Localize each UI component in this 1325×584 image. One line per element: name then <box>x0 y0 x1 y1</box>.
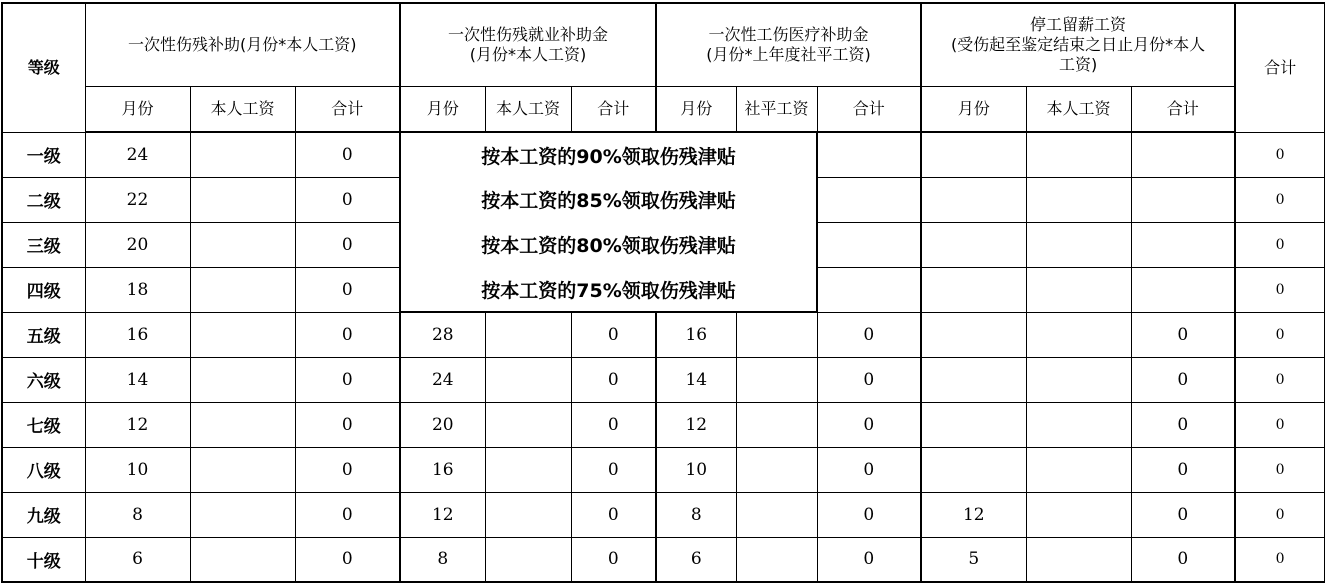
disability-month-cell: 10 <box>85 447 190 492</box>
grade-cell: 六级 <box>2 357 85 402</box>
employment-salary-cell <box>485 402 571 447</box>
suspension-salary-cell <box>1026 402 1131 447</box>
disability-month-cell: 20 <box>85 222 190 267</box>
grand-total-cell: 0 <box>1235 492 1325 537</box>
suspension-salary-cell <box>1026 132 1131 177</box>
suspension-sum-cell <box>1131 267 1235 312</box>
subheader-salary: 本人工资 <box>190 86 295 132</box>
grade-cell: 五级 <box>2 312 85 357</box>
suspension-month-cell: 5 <box>921 537 1026 582</box>
subheader-salary: 本人工资 <box>1026 86 1131 132</box>
table-row <box>2 312 1325 357</box>
employment-salary-cell <box>485 447 571 492</box>
employment-sum-cell: 0 <box>571 402 656 447</box>
grade-cell: 一级 <box>2 132 85 177</box>
disability-salary-cell <box>190 447 295 492</box>
grand-total-cell: 0 <box>1235 402 1325 447</box>
disability-allowance-note: 按本工资的80%领取伤残津贴 <box>400 222 817 267</box>
suspension-sum-cell: 0 <box>1131 357 1235 402</box>
disability-allowance-note: 按本工资的85%领取伤残津贴 <box>400 177 817 222</box>
suspension-salary-cell <box>1026 177 1131 222</box>
employment-sum-cell: 0 <box>571 492 656 537</box>
header-employment-subsidy <box>400 3 656 86</box>
subheader-sum: 合计 <box>295 86 400 132</box>
medical-sum-cell: 0 <box>817 312 921 357</box>
suspension-sum-cell: 0 <box>1131 402 1235 447</box>
table-row <box>2 357 1325 402</box>
suspension-month-cell <box>921 267 1026 312</box>
grand-total-cell: 0 <box>1235 312 1325 357</box>
disability-allowance-note: 按本工资的75%领取伤残津贴 <box>400 267 817 312</box>
grade-cell: 七级 <box>2 402 85 447</box>
employment-month-cell: 28 <box>400 312 485 357</box>
disability-month-cell: 12 <box>85 402 190 447</box>
medical-month-cell: 14 <box>656 357 736 402</box>
table-row <box>2 267 1325 312</box>
disability-salary-cell <box>190 492 295 537</box>
disability-sum-cell: 0 <box>295 132 400 177</box>
header-suspension-wage-line1: 停工留薪工资 <box>1030 14 1127 34</box>
subheader-month: 月份 <box>656 86 736 132</box>
table-row <box>2 537 1325 582</box>
employment-sum-cell: 0 <box>571 447 656 492</box>
suspension-salary-cell <box>1026 312 1131 357</box>
medical-sum-cell: 0 <box>817 492 921 537</box>
medical-sum-cell <box>817 177 921 222</box>
table-row <box>2 177 1325 222</box>
header-medical-subsidy-line1: 一次性工伤医疗补助金 <box>708 24 869 44</box>
suspension-month-cell <box>921 402 1026 447</box>
disability-salary-cell <box>190 402 295 447</box>
employment-salary-cell <box>485 492 571 537</box>
disability-month-cell: 14 <box>85 357 190 402</box>
suspension-month-cell <box>921 177 1026 222</box>
disability-salary-cell <box>190 222 295 267</box>
table-row <box>2 447 1325 492</box>
medical-social-avg-cell <box>736 492 817 537</box>
suspension-sum-cell <box>1131 222 1235 267</box>
medical-month-cell: 16 <box>656 312 736 357</box>
disability-allowance-note: 按本工资的90%领取伤残津贴 <box>400 132 817 177</box>
disability-month-cell: 6 <box>85 537 190 582</box>
disability-sum-cell: 0 <box>295 447 400 492</box>
suspension-sum-cell <box>1131 177 1235 222</box>
disability-sum-cell: 0 <box>295 537 400 582</box>
medical-month-cell: 10 <box>656 447 736 492</box>
disability-sum-cell: 0 <box>295 357 400 402</box>
disability-salary-cell <box>190 132 295 177</box>
suspension-sum-cell: 0 <box>1131 492 1235 537</box>
header-grand-total: 合计 <box>1235 3 1325 132</box>
suspension-month-cell <box>921 132 1026 177</box>
suspension-salary-cell <box>1026 447 1131 492</box>
medical-social-avg-cell <box>736 537 817 582</box>
employment-sum-cell: 0 <box>571 537 656 582</box>
disability-salary-cell <box>190 177 295 222</box>
employment-month-cell: 20 <box>400 402 485 447</box>
medical-month-cell: 6 <box>656 537 736 582</box>
grade-cell: 十级 <box>2 537 85 582</box>
disability-month-cell: 22 <box>85 177 190 222</box>
disability-month-cell: 16 <box>85 312 190 357</box>
disability-sum-cell: 0 <box>295 177 400 222</box>
medical-sum-cell: 0 <box>817 447 921 492</box>
employment-month-cell: 12 <box>400 492 485 537</box>
employment-month-cell: 16 <box>400 447 485 492</box>
medical-sum-cell: 0 <box>817 402 921 447</box>
table-row <box>2 402 1325 447</box>
medical-social-avg-cell <box>736 447 817 492</box>
grand-total-cell: 0 <box>1235 447 1325 492</box>
medical-sum-cell <box>817 132 921 177</box>
disability-sum-cell: 0 <box>295 222 400 267</box>
header-disability-subsidy: 一次性伤残补助(月份*本人工资) <box>85 3 400 86</box>
header-medical-subsidy <box>656 3 921 86</box>
table-row <box>2 132 1325 177</box>
subheader-salary: 本人工资 <box>485 86 571 132</box>
medical-sum-cell: 0 <box>817 357 921 402</box>
medical-social-avg-cell <box>736 357 817 402</box>
disability-month-cell: 24 <box>85 132 190 177</box>
subheader-month: 月份 <box>400 86 485 132</box>
subheader-social-avg: 社平工资 <box>736 86 817 132</box>
suspension-month-cell <box>921 312 1026 357</box>
grand-total-cell: 0 <box>1235 132 1325 177</box>
suspension-month-cell: 12 <box>921 492 1026 537</box>
disability-salary-cell <box>190 357 295 402</box>
medical-sum-cell: 0 <box>817 537 921 582</box>
suspension-salary-cell <box>1026 222 1131 267</box>
suspension-month-cell <box>921 357 1026 402</box>
grand-total-cell: 0 <box>1235 537 1325 582</box>
suspension-salary-cell <box>1026 492 1131 537</box>
employment-sum-cell: 0 <box>571 357 656 402</box>
suspension-sum-cell <box>1131 132 1235 177</box>
disability-sum-cell: 0 <box>295 267 400 312</box>
grade-cell: 四级 <box>2 267 85 312</box>
disability-salary-cell <box>190 537 295 582</box>
disability-sum-cell: 0 <box>295 492 400 537</box>
table-row <box>2 222 1325 267</box>
header-suspension-wage-line2: (受伤起至鉴定结束之日止月份*本人 <box>950 34 1206 54</box>
disability-salary-cell <box>190 267 295 312</box>
disability-sum-cell: 0 <box>295 402 400 447</box>
compensation-table <box>1 2 1325 583</box>
suspension-sum-cell: 0 <box>1131 312 1235 357</box>
employment-month-cell: 24 <box>400 357 485 402</box>
subheader-sum: 合计 <box>1131 86 1235 132</box>
disability-month-cell: 8 <box>85 492 190 537</box>
header-employment-subsidy-line2: (月份*本人工资) <box>469 44 587 64</box>
header-employment-subsidy-line1: 一次性伤残就业补助金 <box>448 24 609 44</box>
disability-sum-cell: 0 <box>295 312 400 357</box>
header-suspension-wage-line3: 工资) <box>1058 54 1098 74</box>
grand-total-cell: 0 <box>1235 267 1325 312</box>
employment-salary-cell <box>485 357 571 402</box>
subheader-sum: 合计 <box>571 86 656 132</box>
grade-cell: 三级 <box>2 222 85 267</box>
grade-cell: 九级 <box>2 492 85 537</box>
header-medical-subsidy-line2: (月份*上年度社平工资) <box>706 44 871 64</box>
suspension-month-cell <box>921 447 1026 492</box>
grade-cell: 八级 <box>2 447 85 492</box>
header-grade: 等级 <box>2 3 85 132</box>
employment-salary-cell <box>485 312 571 357</box>
subheader-sum: 合计 <box>817 86 921 132</box>
subheader-month: 月份 <box>921 86 1026 132</box>
medical-month-cell: 8 <box>656 492 736 537</box>
suspension-salary-cell <box>1026 537 1131 582</box>
suspension-sum-cell: 0 <box>1131 447 1235 492</box>
medical-social-avg-cell <box>736 312 817 357</box>
medical-sum-cell <box>817 267 921 312</box>
employment-salary-cell <box>485 537 571 582</box>
medical-month-cell: 12 <box>656 402 736 447</box>
medical-sum-cell <box>817 222 921 267</box>
disability-salary-cell <box>190 312 295 357</box>
employment-month-cell: 8 <box>400 537 485 582</box>
suspension-sum-cell: 0 <box>1131 537 1235 582</box>
suspension-salary-cell <box>1026 357 1131 402</box>
medical-social-avg-cell <box>736 402 817 447</box>
grand-total-cell: 0 <box>1235 222 1325 267</box>
grade-cell: 二级 <box>2 177 85 222</box>
grand-total-cell: 0 <box>1235 177 1325 222</box>
table-row <box>2 492 1325 537</box>
suspension-salary-cell <box>1026 267 1131 312</box>
suspension-month-cell <box>921 222 1026 267</box>
subheader-month: 月份 <box>85 86 190 132</box>
employment-sum-cell: 0 <box>571 312 656 357</box>
header-suspension-wage <box>921 3 1235 86</box>
grand-total-cell: 0 <box>1235 357 1325 402</box>
disability-month-cell: 18 <box>85 267 190 312</box>
